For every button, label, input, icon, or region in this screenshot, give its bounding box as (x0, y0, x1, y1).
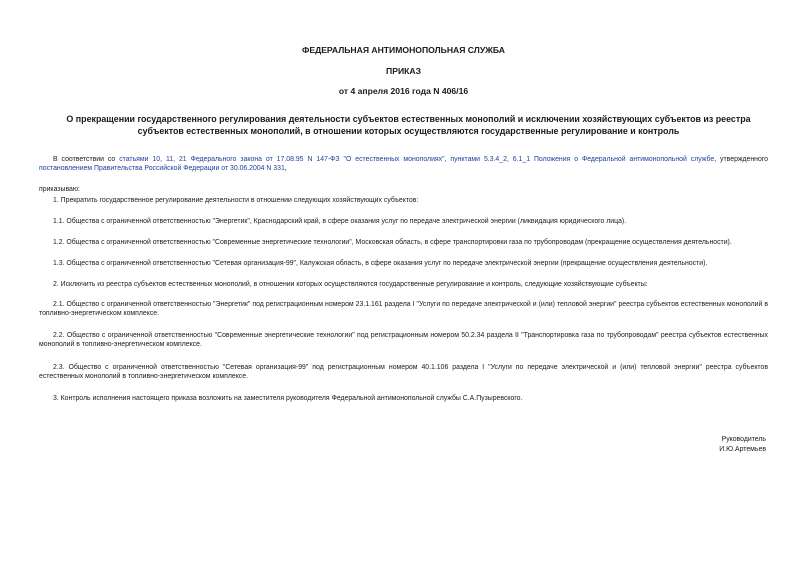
government-decree-link[interactable]: постановлением Правительства Российской Федерации от 30.06.2004 N 331 (39, 165, 285, 173)
list-item: 2. Исключить из реестра субъектов естественных монополий, в отношении которых осуществляются государственные регулирование и контроль, следующие хозяйствующие субъекты: (53, 281, 648, 288)
fas-regulation-link[interactable]: пунктами 5.3.4_2, 6.1_1 Положения о Федеральной антимонопольной службе (450, 156, 715, 163)
list-item: 3. Контроль исполнения настоящего приказа возложить на заместителя руководителя Федеральной антимонопольной службы С.А.Пузыревского. (53, 395, 523, 402)
document-type: ПРИКАЗ (386, 66, 421, 76)
preamble-text-4: , (284, 165, 287, 173)
preamble-text-3: , утвержденного (714, 156, 768, 163)
document-date-number: от 4 апреля 2016 года N 406/16 (338, 86, 469, 96)
list-item: 1.1. Общества с ограниченной ответственностью "Энергетик", Краснодарский край, в сфере оказания услуг по передаче электрической энергии (ликвидация юридического лица). (53, 218, 627, 225)
preamble-text-1: В соответствии со (53, 156, 120, 163)
list-item: 1.3. Общества с ограниченной ответственностью "Сетевая организация-99", Калужская область, в сфере оказания услуг по передаче электрической энергии (прекращение осуществления деятельности). (53, 260, 708, 267)
document-title: О прекращении государственного регулирования деятельности субъектов естественных монополий и исключении хозяйствующих субъектов из реестра субъектов естественных монополий, в отношении которых осуществляются государственные регулирование и контроль (66, 114, 751, 136)
list-item: 1. Прекратить государственное регулирование деятельности в отношении следующих хозяйствующих субъектов: (53, 197, 419, 204)
agency-name: ФЕДЕРАЛЬНАЯ АНТИМОНОПОЛЬНАЯ СЛУЖБА (302, 45, 505, 55)
signatory-name: И.Ю.Артемьев (719, 446, 766, 453)
federal-law-link[interactable]: статьями 10, 11, 21 Федерального закона от 17.08.95 N 147-ФЗ "О естественных монополиях" (119, 156, 445, 163)
list-item: 2.2. Общество с ограниченной ответственностью "Современные энергетические технологии" под регистрационным номером 50.2.34 раздела II "Транспортировка газа по трубопроводам" реестра субъектов естественных монополий в топливно-энергетическом комплексе. (39, 332, 768, 349)
list-item: 1.2. Общества с ограниченной ответственностью "Современные энергетические технологии", Московская область, в сфере транспортировки газа по трубопроводам (прекращение осуществления деятельности). (53, 239, 732, 246)
order-word: приказываю: (39, 186, 80, 193)
list-item: 2.1. Общество с ограниченной ответственностью "Энергетик" под регистрационным номером 23.1.161 раздела I "Услуги по передаче электрической и (или) тепловой энергии" реестра субъектов естественных монополий в топливно-энергетическом комплексе. (39, 301, 768, 318)
signatory-position: Руководитель (721, 436, 766, 443)
list-item: 2.3. Общество с ограниченной ответственностью "Сетевая организация-99" под регистрационным номером 40.1.106 раздела I "Услуги по передаче электрической и (или) тепловой энергии" реестра субъектов естественных монополий в топливно-энергетическом комплексе. (39, 364, 768, 381)
preamble (39, 155, 768, 174)
preamble-text-2: , (444, 156, 451, 163)
